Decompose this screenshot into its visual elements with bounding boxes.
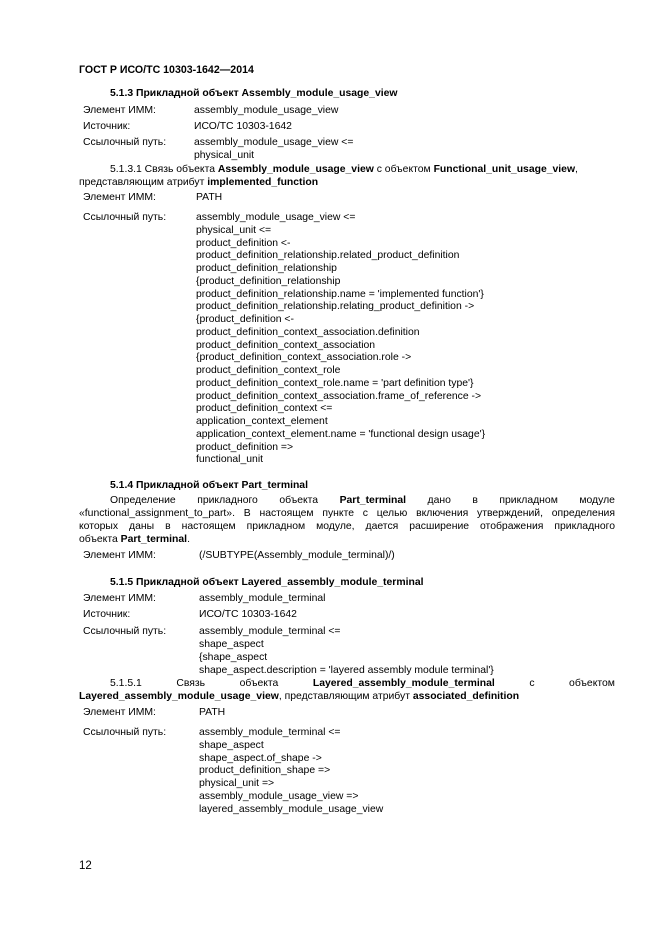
ref-path-line: assembly_module_usage_view <=: [196, 212, 356, 223]
ref-path-line: {product_definition <-: [196, 314, 294, 325]
imm-value: assembly_module_usage_view: [194, 105, 339, 116]
ref-path-line: assembly_module_usage_view =>: [199, 791, 359, 802]
paragraph-5-1-4-line3: которых даны в настоящем прикладном модуле, дается расширение отображения прикладного: [79, 521, 615, 532]
imm-label: Элемент ИММ:: [83, 707, 156, 718]
ref-path-label: Ссылочный путь:: [83, 727, 167, 738]
imm-label: Элемент ИММ:: [83, 192, 156, 203]
heading-5-1-3: 5.1.3 Прикладной объект Assembly_module_usage_view: [110, 88, 398, 99]
ref-path-line: product_definition_context_association.frame_of_reference ->: [196, 390, 482, 402]
ref-path-line: {product_definition_relationship: [196, 275, 341, 287]
ref-path-line: physical_unit <=: [196, 224, 272, 236]
imm-value: PATH: [199, 707, 226, 718]
paragraph-5-1-5-1-line1: 5.1.5.1 Связь объекта Layered_assembly_module_terminal с объектом: [110, 678, 615, 689]
paragraph-5-1-5-1-line2: Layered_assembly_module_usage_view, представляющим атрибут associated_definition: [79, 691, 520, 702]
ref-path-line: product_definition_context <=: [196, 403, 333, 415]
ref-path-line: product_definition_shape =>: [199, 765, 331, 777]
source-label: Источник:: [83, 609, 131, 620]
ref-path-line: {product_definition_context_association.role ->: [196, 352, 412, 364]
ref-path-line: shape_aspect.description = 'layered assembly module terminal'}: [199, 665, 494, 676]
ref-path-line: physical_unit =>: [199, 778, 275, 790]
source-label: Источник:: [83, 121, 131, 132]
ref-path-label: Ссылочный путь:: [83, 626, 167, 637]
paragraph-5-1-3-1-line1: 5.1.3.1 Связь объекта Assembly_module_usage_view с объектом Functional_unit_usage_view,: [110, 164, 578, 175]
page-number: 12: [79, 860, 92, 872]
ref-path-line: assembly_module_terminal <=: [199, 626, 341, 637]
ref-path-line: product_definition_relationship.related_product_definition: [196, 250, 460, 262]
imm-label: Элемент ИММ:: [83, 105, 156, 116]
ref-path-label: Ссылочный путь:: [83, 137, 167, 148]
ref-path-line: product_definition_relationship.name = 'implemented function'}: [196, 288, 484, 300]
ref-path-line: layered_assembly_module_usage_view: [199, 803, 384, 815]
ref-path-line: shape_aspect: [199, 739, 264, 751]
heading-5-1-4: 5.1.4 Прикладной объект Part_terminal: [110, 480, 308, 491]
ref-path-line: product_definition_context_association: [196, 339, 376, 351]
document-header: ГОСТ Р ИСО/ТС 10303-1642—2014: [79, 64, 254, 76]
ref-path-label: Ссылочный путь:: [83, 212, 167, 223]
imm-value: (/SUBTYPE(Assembly_module_terminal)/): [199, 550, 395, 561]
paragraph-5-1-4-line1: Определение прикладного объекта Part_terminal дано в прикладном модуле: [110, 495, 615, 506]
ref-path-line: application_context_element.name = 'functional design usage'}: [196, 428, 486, 440]
ref-path-line: shape_aspect: [199, 639, 264, 650]
ref-path-line: product_definition <-: [196, 237, 291, 249]
source-value: ИСО/ТС 10303-1642: [199, 609, 297, 620]
ref-path-line: {shape_aspect: [199, 652, 268, 663]
paragraph-5-1-4-line4: объекта Part_terminal.: [79, 534, 190, 545]
source-value: ИСО/ТС 10303-1642: [194, 121, 292, 132]
paragraph-5-1-3-1-line2: представляющим атрибут implemented_function: [79, 177, 319, 188]
imm-label: Элемент ИММ:: [83, 593, 156, 604]
ref-path-line: product_definition_context_role.name = 'part definition type'}: [196, 377, 474, 389]
ref-path-line: functional_unit: [196, 454, 264, 466]
ref-path-line: product_definition_context_role: [196, 365, 341, 376]
ref-path-line: product_definition_relationship: [196, 263, 337, 274]
ref-path-line: application_context_element: [196, 416, 328, 427]
ref-path-line: product_definition_context_association.definition: [196, 326, 420, 338]
ref-path-line: assembly_module_usage_view <=: [194, 137, 354, 148]
imm-value: PATH: [196, 192, 223, 203]
paragraph-5-1-4-line2: «functional_assignment_to_part». В настоящем пункте с целью включения утверждений, определения: [79, 508, 615, 519]
ref-path-line: product_definition_relationship.relating_product_definition ->: [196, 301, 475, 313]
ref-path-line: shape_aspect.of_shape ->: [199, 752, 322, 764]
ref-path-line: product_definition =>: [196, 441, 294, 453]
ref-path-line: assembly_module_terminal <=: [199, 727, 341, 738]
imm-value: assembly_module_terminal: [199, 593, 326, 604]
ref-path-line: physical_unit: [194, 150, 255, 161]
heading-5-1-5: 5.1.5 Прикладной объект Layered_assembly_module_terminal: [110, 577, 424, 588]
imm-label: Элемент ИММ:: [83, 550, 156, 561]
